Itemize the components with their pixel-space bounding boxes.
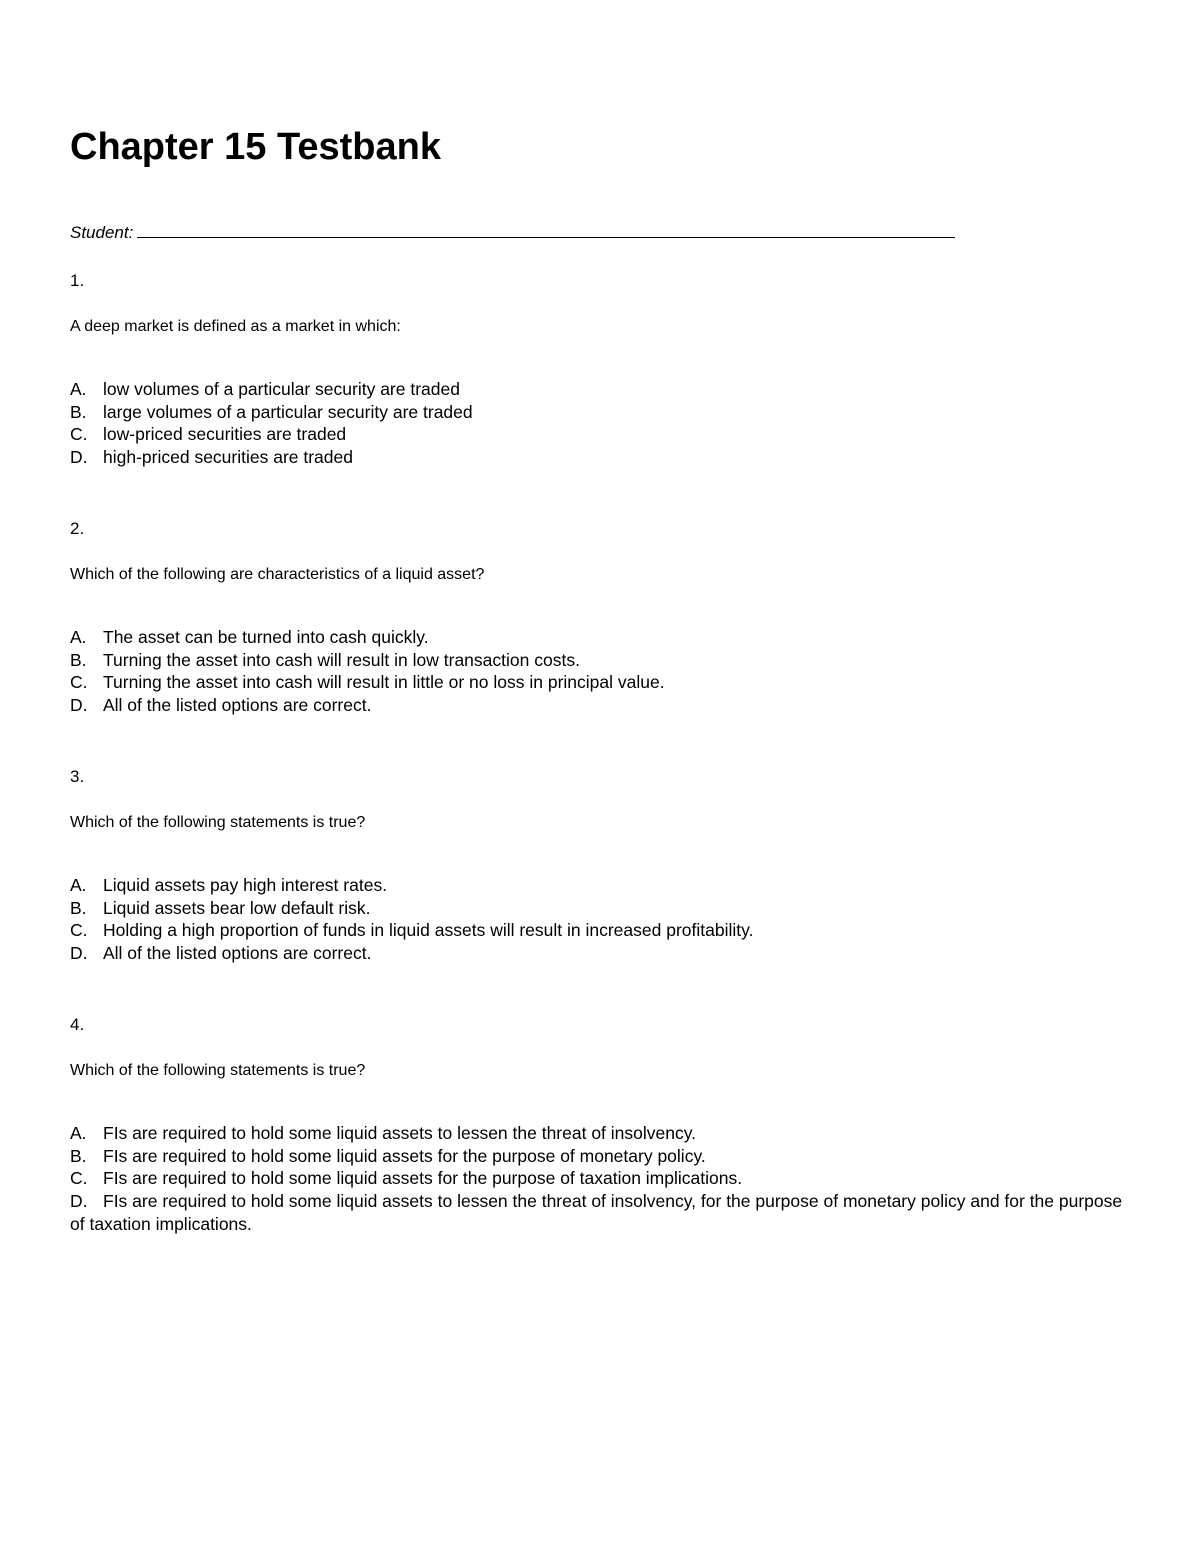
option-letter: A. (70, 1123, 87, 1143)
question-number: 2. (70, 519, 85, 538)
option-letter: B. (70, 1145, 87, 1166)
question-stem: Which of the following statements is true? (70, 814, 366, 831)
question-stem: A deep market is defined as a market in which: (70, 318, 401, 335)
option-text: Turning the asset into cash will result in little or no loss in principal value. (103, 672, 665, 693)
option-text: FIs are required to hold some liquid assets to lessen the threat of insolvency, for the purpose of monetary policy and for the purpose of taxation implications. (70, 1191, 1123, 1234)
option-letter: C. (70, 672, 88, 693)
answer-option-b (70, 897, 1130, 920)
question-number: 1. (70, 271, 85, 290)
answer-option-a (70, 378, 1130, 401)
option-text: Liquid assets bear low default risk. (103, 897, 371, 918)
answer-option-a (70, 1122, 1130, 1145)
option-letter: C. (70, 1168, 88, 1189)
option-text: low volumes of a particular security are traded (103, 379, 460, 399)
answer-options (70, 626, 1130, 717)
answer-option-a (70, 874, 1130, 897)
answer-option-d (70, 1190, 1130, 1235)
answer-option-c (70, 919, 1130, 942)
option-letter: A. (70, 627, 87, 647)
answer-option-a (70, 626, 1130, 649)
answer-option-c (70, 1167, 1130, 1190)
option-text: Turning the asset into cash will result in low transaction costs. (103, 649, 580, 670)
option-text: All of the listed options are correct. (103, 695, 372, 716)
option-text: The asset can be turned into cash quickly. (103, 627, 429, 647)
option-letter: D. (70, 695, 88, 716)
student-name-blank (137, 222, 955, 238)
option-text: FIs are required to hold some liquid assets to lessen the threat of insolvency. (103, 1123, 697, 1143)
student-name-line (70, 222, 955, 244)
option-letter: D. (70, 1191, 88, 1212)
option-letter: D. (70, 943, 88, 964)
option-letter: B. (70, 649, 87, 670)
option-letter: D. (70, 447, 88, 468)
option-text: All of the listed options are correct. (103, 943, 372, 964)
answer-options (70, 378, 1130, 469)
option-text: large volumes of a particular security are traded (103, 401, 473, 422)
answer-option-b (70, 649, 1130, 672)
option-text: Holding a high proportion of funds in liquid assets will result in increased profitability. (103, 920, 754, 941)
answer-options (70, 874, 1130, 965)
answer-option-d (70, 942, 1130, 965)
option-letter: C. (70, 424, 88, 445)
option-text: FIs are required to hold some liquid assets for the purpose of monetary policy. (103, 1145, 706, 1166)
question-stem: Which of the following statements is true? (70, 1062, 366, 1079)
answer-options (70, 1122, 1130, 1236)
option-text: FIs are required to hold some liquid assets for the purpose of taxation implications. (103, 1168, 743, 1189)
question-3 (70, 766, 1130, 965)
answer-option-d (70, 446, 1130, 469)
option-letter: B. (70, 897, 87, 918)
question-1 (70, 270, 1130, 469)
answer-option-b (70, 1145, 1130, 1168)
option-text: high-priced securities are traded (103, 447, 353, 468)
option-letter: C. (70, 920, 88, 941)
option-text: low-priced securities are traded (103, 424, 347, 445)
student-label: Student: (70, 223, 134, 242)
answer-option-c (70, 671, 1130, 694)
answer-option-c (70, 423, 1130, 446)
option-letter: B. (70, 401, 87, 422)
question-number: 4. (70, 1015, 85, 1034)
option-text: Liquid assets pay high interest rates. (103, 875, 388, 895)
question-stem: Which of the following are characteristics of a liquid asset? (70, 566, 485, 583)
answer-option-b (70, 401, 1130, 424)
question-4 (70, 1014, 1130, 1236)
answer-option-d (70, 694, 1130, 717)
document-title: Chapter 15 Testbank (70, 126, 441, 168)
question-number: 3. (70, 767, 85, 786)
question-2 (70, 518, 1130, 717)
option-letter: A. (70, 875, 87, 895)
option-letter: A. (70, 379, 87, 399)
